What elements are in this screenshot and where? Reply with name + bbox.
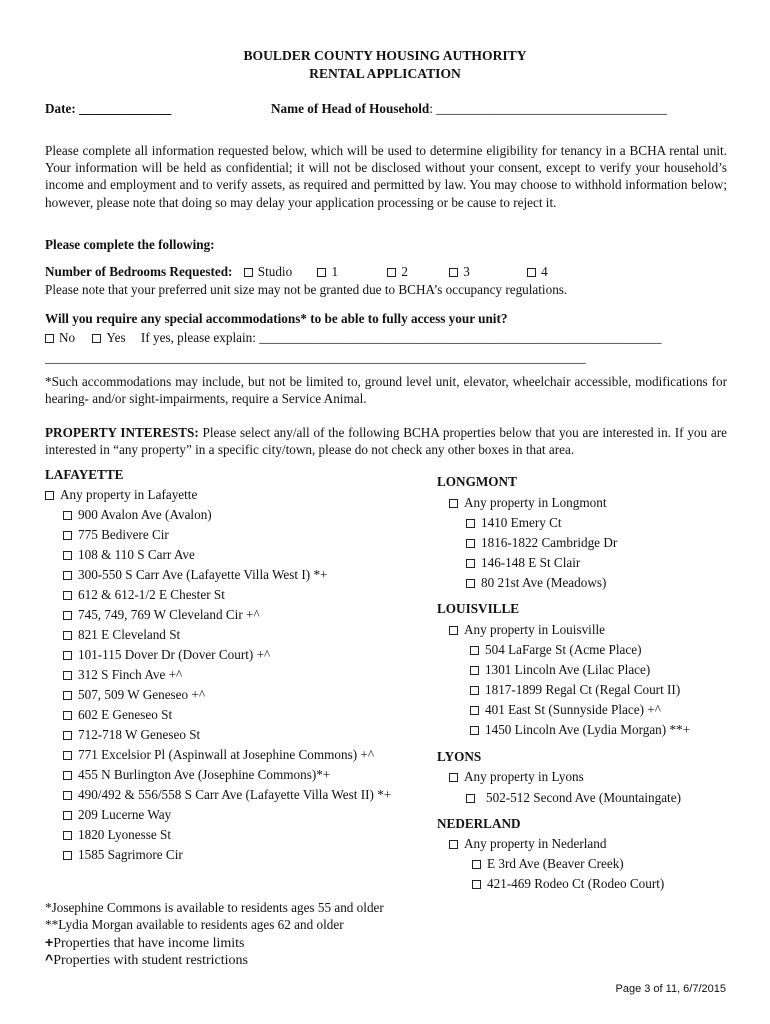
property-label: 1585 Sagrimore Cir xyxy=(78,847,183,862)
list-item[interactable] xyxy=(63,765,391,785)
bedroom-option-1: 1 xyxy=(331,264,339,279)
accommodations-answer-row xyxy=(45,330,661,346)
property-label: 101-115 Dover Dr (Dover Court) +^ xyxy=(78,647,271,662)
checkbox[interactable] xyxy=(63,611,72,620)
lafayette-any[interactable] xyxy=(45,485,197,505)
checkbox-lyons-any[interactable] xyxy=(449,773,458,782)
page-footer: Page 3 of 11, 6/7/2015 xyxy=(615,983,726,995)
note-income-limits xyxy=(45,934,244,952)
checkbox[interactable] xyxy=(470,726,479,735)
list-item[interactable] xyxy=(63,745,391,765)
nederland-heading: NEDERLAND xyxy=(437,816,521,831)
checkbox[interactable] xyxy=(63,511,72,520)
checkbox-1br[interactable] xyxy=(317,268,326,277)
checkbox[interactable] xyxy=(63,631,72,640)
checkbox[interactable] xyxy=(472,860,481,869)
list-item[interactable] xyxy=(466,533,617,553)
louisville-heading: LOUISVILLE xyxy=(437,601,520,616)
checkbox[interactable] xyxy=(466,539,475,548)
property-label: 312 S Finch Ave +^ xyxy=(78,667,183,682)
property-label: 1410 Emery Ct xyxy=(481,515,562,530)
property-label: 108 & 110 S Carr Ave xyxy=(78,547,195,562)
note-student-text: Properties with student restrictions xyxy=(53,953,248,968)
property-label: 821 E Cleveland St xyxy=(78,627,181,642)
property-label: 490/492 & 556/558 S Carr Ave (Lafayette Villa West II) *+ xyxy=(78,787,392,802)
property-label: E 3rd Ave (Beaver Creek) xyxy=(487,856,624,871)
accommodations-question: Will you require any special accommodations* to be able to fully access your unit? xyxy=(45,311,508,326)
property-label: 502-512 Second Ave (Mountaingate) xyxy=(486,790,681,805)
property-interests-paragraph xyxy=(45,424,727,458)
date-field[interactable] xyxy=(45,101,171,117)
list-item[interactable] xyxy=(63,625,391,645)
checkbox[interactable] xyxy=(63,811,72,820)
checkbox[interactable] xyxy=(470,686,479,695)
property-label: 745, 749, 769 W Cleveland Cir +^ xyxy=(78,607,260,622)
intro-paragraph: Please complete all information requested below, which will be used to determine eligibility for tenancy in a BCHA rental unit. Your information will be held as confidential; it will not be disclosed without your consent, except to verify your household’s income and employment and to verify assets, as required and permitted by law. You may choose to withhold information below; however, please note that doing so may delay your application processing or be cause to reject it. xyxy=(45,143,727,210)
list-item[interactable] xyxy=(63,505,391,525)
head-of-household-field[interactable] xyxy=(271,101,667,117)
property-label: 80 21st Ave (Meadows) xyxy=(481,575,607,590)
louisville-any-label: Any property in Louisville xyxy=(464,622,606,637)
property-label: 507, 509 W Geneseo +^ xyxy=(78,687,206,702)
list-item[interactable] xyxy=(63,545,391,565)
checkbox-yes[interactable] xyxy=(92,334,101,343)
checkbox[interactable] xyxy=(63,771,72,780)
property-label: 602 E Geneseo St xyxy=(78,707,173,722)
checkbox[interactable] xyxy=(63,791,72,800)
checkbox[interactable] xyxy=(63,591,72,600)
checkbox[interactable] xyxy=(63,651,72,660)
nederland-list xyxy=(472,854,664,894)
list-item[interactable] xyxy=(63,605,391,625)
checkbox-2br[interactable] xyxy=(387,268,396,277)
checkbox-louisville-any[interactable] xyxy=(449,626,458,635)
list-item[interactable] xyxy=(472,874,664,894)
property-label: 1820 Lyonesse St xyxy=(78,827,172,842)
checkbox-nederland-any[interactable] xyxy=(449,840,458,849)
list-item[interactable] xyxy=(470,660,690,680)
list-item[interactable] xyxy=(63,805,391,825)
list-item[interactable] xyxy=(63,585,391,605)
longmont-list xyxy=(466,513,617,593)
property-label: 900 Avalon Ave (Avalon) xyxy=(78,507,212,522)
list-item[interactable] xyxy=(472,854,664,874)
bedrooms-row xyxy=(45,264,548,280)
list-item[interactable] xyxy=(466,513,617,533)
checkbox[interactable] xyxy=(466,559,475,568)
form-title: RENTAL APPLICATION xyxy=(309,66,461,81)
list-item[interactable] xyxy=(63,705,391,725)
checkbox[interactable] xyxy=(63,531,72,540)
property-interests-heading: PROPERTY INTERESTS: xyxy=(45,425,199,440)
list-item[interactable] xyxy=(63,685,391,705)
list-item[interactable] xyxy=(63,785,391,805)
bedroom-option-3: 3 xyxy=(463,264,470,279)
checkbox[interactable] xyxy=(470,666,479,675)
longmont-heading: LONGMONT xyxy=(437,474,517,489)
list-item[interactable] xyxy=(63,825,391,845)
list-item[interactable] xyxy=(466,573,617,593)
checkbox-4br[interactable] xyxy=(527,268,536,277)
lyons-heading: LYONS xyxy=(437,749,482,764)
bedroom-option-4: 4 xyxy=(541,264,548,279)
checkbox[interactable] xyxy=(466,794,475,803)
date-label: Date: xyxy=(45,101,76,116)
checkbox[interactable] xyxy=(470,706,479,715)
nederland-any-label: Any property in Nederland xyxy=(464,836,607,851)
checkbox[interactable] xyxy=(63,711,72,720)
property-label: 421-469 Rodeo Ct (Rodeo Court) xyxy=(487,876,665,891)
checkbox[interactable] xyxy=(63,691,72,700)
hoh-label: Name of Head of Household xyxy=(271,101,430,116)
checkbox[interactable] xyxy=(470,646,479,655)
checkbox[interactable] xyxy=(63,751,72,760)
checkbox[interactable] xyxy=(63,551,72,560)
checkbox[interactable] xyxy=(63,831,72,840)
property-label: 1817-1899 Regal Ct (Regal Court II) xyxy=(485,682,681,697)
caret-symbol: ^ xyxy=(45,951,54,967)
explain-field[interactable]: If yes, please explain: _____________________________________________________________ xyxy=(140,330,662,345)
checkbox[interactable] xyxy=(466,579,475,588)
list-item[interactable] xyxy=(470,640,690,660)
property-label: 612 & 612-1/2 E Chester St xyxy=(78,587,225,602)
bedroom-option-2: 2 xyxy=(401,264,408,279)
note-student-restrictions xyxy=(45,951,248,969)
property-interests-text: Please select any/all of the following BCHA properties below that you are interested in. If you are interested in “any property” in a specific city/town, please do not check any other boxes in that area. xyxy=(45,425,727,458)
property-label: 1301 Lincoln Ave (Lilac Place) xyxy=(485,662,651,677)
nederland-any[interactable] xyxy=(449,834,606,854)
date-blank[interactable]: ______________ xyxy=(79,101,172,116)
property-label: 146-148 E St Clair xyxy=(481,555,581,570)
explain-line-2[interactable]: __________________________________________________________________________________ xyxy=(45,350,586,365)
checkbox-no[interactable] xyxy=(45,334,54,343)
property-label: 1816-1822 Cambridge Dr xyxy=(481,535,618,550)
list-item[interactable] xyxy=(63,725,391,745)
louisville-any[interactable] xyxy=(449,620,605,640)
list-item[interactable] xyxy=(470,720,690,740)
note-income-text: Properties that have income limits xyxy=(53,936,245,951)
property-label: 504 LaFarge St (Acme Place) xyxy=(485,642,642,657)
plus-symbol: + xyxy=(45,934,54,950)
checkbox[interactable] xyxy=(472,880,481,889)
lafayette-any-label: Any property in Lafayette xyxy=(60,487,198,502)
list-item[interactable] xyxy=(63,845,391,865)
list-item[interactable] xyxy=(470,700,690,720)
accommodations-footnote: *Such accommodations may include, but not be limited to, ground level unit, elevator, wheelchair accessible, modifications for hearing- and/or sight-impairments, require a Service Animal. xyxy=(45,374,727,407)
note-lydia: **Lydia Morgan available to residents ages 62 and older xyxy=(45,917,344,932)
yes-label: Yes xyxy=(106,330,126,345)
property-label: 455 N Burlington Ave (Josephine Commons)*+ xyxy=(78,767,331,782)
list-item[interactable] xyxy=(63,665,391,685)
checkbox[interactable] xyxy=(63,731,72,740)
property-label: 712-718 W Geneseo St xyxy=(78,727,201,742)
complete-heading: Please complete the following: xyxy=(45,237,215,252)
list-item[interactable] xyxy=(63,525,391,545)
louisville-list xyxy=(470,640,690,740)
lafayette-list xyxy=(63,505,391,865)
longmont-any-label: Any property in Longmont xyxy=(464,495,607,510)
property-label: 300-550 S Carr Ave (Lafayette Villa West I) *+ xyxy=(78,567,328,582)
bedrooms-label: Number of Bedrooms Requested: xyxy=(45,264,233,279)
property-label: 775 Bedivere Cir xyxy=(78,527,169,542)
property-label: 1450 Lincoln Ave (Lydia Morgan) **+ xyxy=(485,722,691,737)
list-item[interactable] xyxy=(63,565,391,585)
list-item[interactable] xyxy=(470,680,690,700)
bedrooms-note: Please note that your preferred unit size may not be granted due to BCHA’s occupancy regulations. xyxy=(45,282,568,297)
checkbox-3br[interactable] xyxy=(449,268,458,277)
bedroom-option-studio: Studio xyxy=(257,264,293,279)
checkbox-longmont-any[interactable] xyxy=(449,499,458,508)
checkbox-lafayette-any[interactable] xyxy=(45,491,54,500)
list-item[interactable] xyxy=(466,788,681,808)
checkbox-studio[interactable] xyxy=(244,268,253,277)
property-label: 771 Excelsior Pl (Aspinwall at Josephine Commons) +^ xyxy=(78,747,375,762)
longmont-any[interactable] xyxy=(449,493,606,513)
note-josephine: *Josephine Commons is available to residents ages 55 and older xyxy=(45,900,384,915)
list-item[interactable] xyxy=(466,553,617,573)
lafayette-heading: LAFAYETTE xyxy=(45,467,124,482)
no-label: No xyxy=(59,330,76,345)
checkbox[interactable] xyxy=(63,671,72,680)
property-label: 209 Lucerne Way xyxy=(78,807,172,822)
lyons-any-label: Any property in Lyons xyxy=(464,769,584,784)
checkbox[interactable] xyxy=(63,571,72,580)
property-label: 401 East St (Sunnyside Place) +^ xyxy=(485,702,661,717)
checkbox[interactable] xyxy=(466,519,475,528)
checkbox[interactable] xyxy=(63,851,72,860)
hoh-blank[interactable]: : ___________________________________ xyxy=(429,101,667,116)
org-title: BOULDER COUNTY HOUSING AUTHORITY xyxy=(243,48,527,63)
list-item[interactable] xyxy=(63,645,391,665)
lyons-any[interactable] xyxy=(449,767,584,787)
